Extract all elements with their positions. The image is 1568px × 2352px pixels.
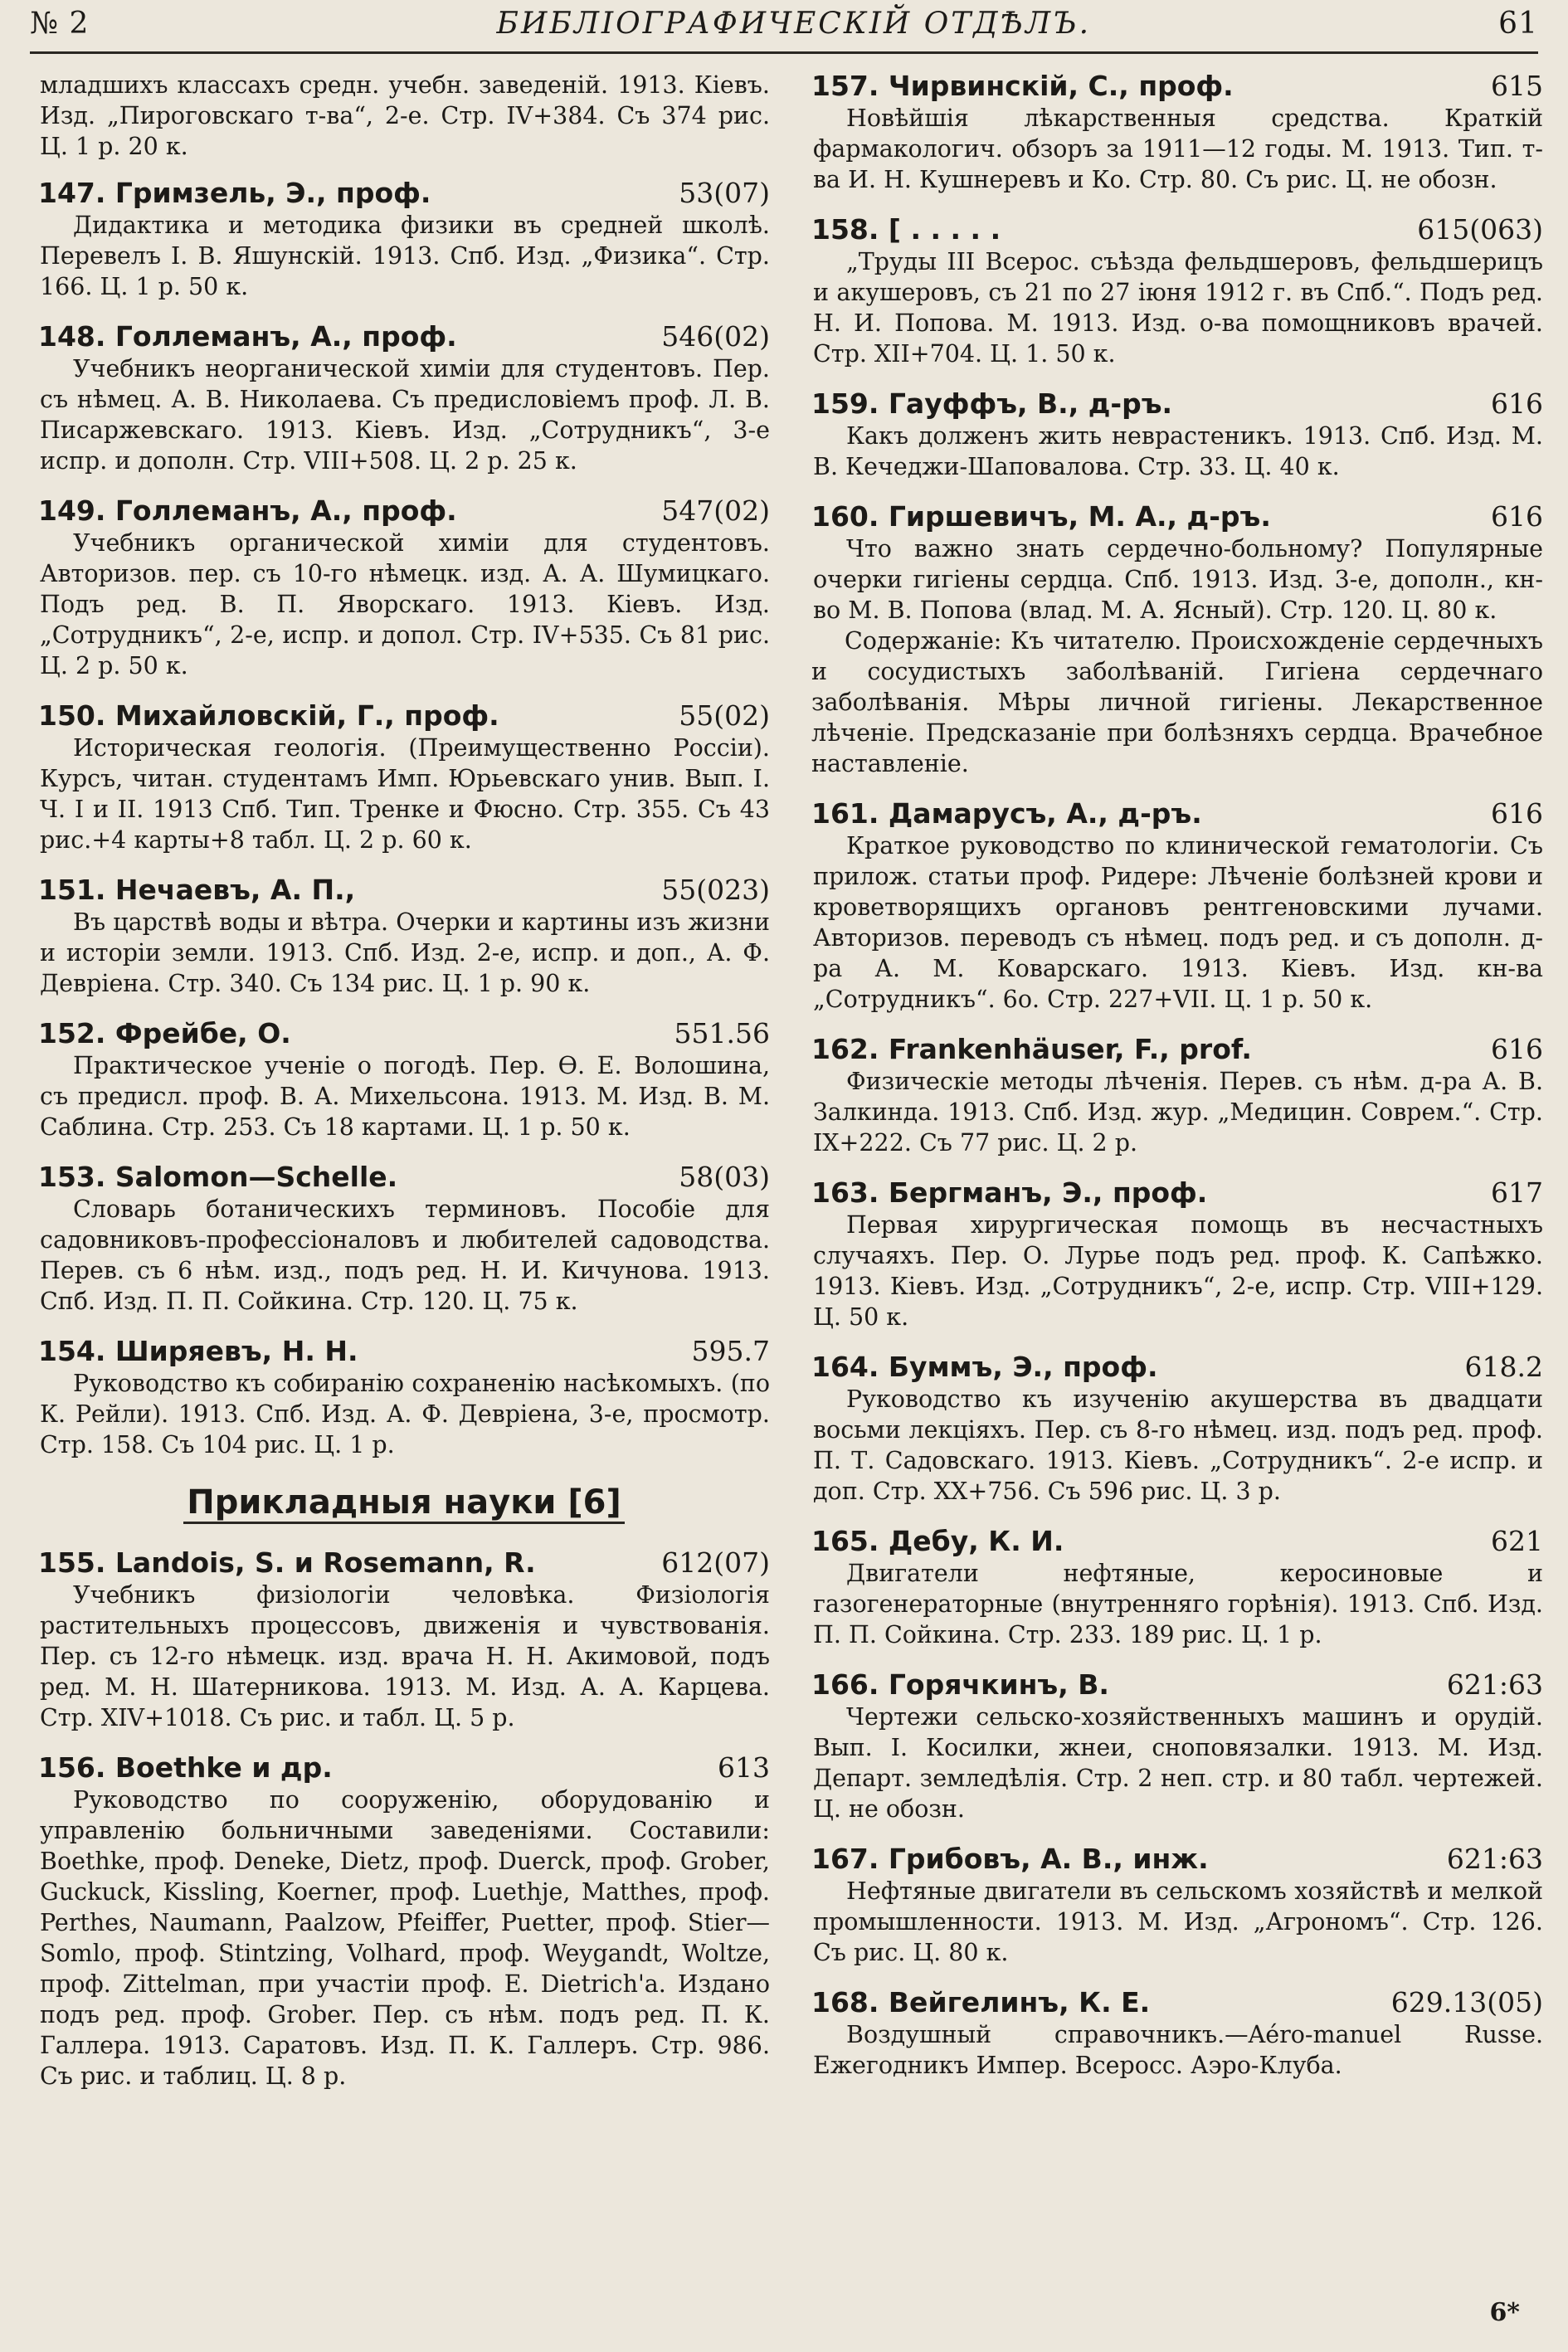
- entry-class-code: 616: [1491, 797, 1543, 830]
- entry-heading: [811, 1525, 1543, 1558]
- bibliography-entry: [811, 213, 1543, 369]
- entry-author: 150. Михайловскій, Г., проф.: [38, 699, 499, 732]
- entry-class-code: 547(02): [661, 494, 770, 527]
- entry-author: 158. [ . . . . .: [811, 213, 1001, 246]
- entry-author: 162. Frankenhäuser, F., prof.: [811, 1033, 1252, 1065]
- entry-author: 165. Дебу, К. И.: [811, 1525, 1064, 1557]
- bibliography-entry: [38, 1161, 770, 1317]
- entry-description: Новѣйшія лѣкарственныя средства. Краткій фармакологич. обзоръ за 1911—12 годы. М. 1913. Тип. т-ва И. Н. Кушнеревъ и Ко. Стр. 80. Съ рис. Ц. не обозн.: [813, 105, 1543, 193]
- entry-class-code: 621:63: [1446, 1843, 1543, 1875]
- entry-class-code: 546(02): [661, 320, 770, 353]
- entry-heading: [38, 1161, 770, 1194]
- entry-description: Первая хирургическая помощь въ несчастныхъ случаяхъ. Пер. О. Лурье подъ ред. проф. К. Сапѣжко. 1913. Кіевъ. Изд. „Сотрудникъ“, 2-е, испр. Стр. VIII+129. Ц. 50 к.: [813, 1211, 1543, 1331]
- entry-author: 153. Salomon—Schelle.: [38, 1161, 398, 1193]
- entry-class-code: 616: [1491, 387, 1543, 420]
- entry-description: Физическіе методы лѣченія. Перев. съ нѣм. д-ра А. В. Залкинда. 1913. Спб. Изд. жур. „Медицин. Соврем.“. Стр. IX+222. Съ 77 рис. Ц. 2 р.: [813, 1068, 1543, 1157]
- bibliography-entry: [811, 500, 1543, 779]
- bibliography-entry: [38, 320, 770, 476]
- entry-heading: [811, 1843, 1543, 1876]
- entry-heading: [38, 177, 770, 210]
- entry-heading: [811, 797, 1543, 830]
- entry-description: Учебникъ физіологіи человѣка. Физіологія растительныхъ процессовъ, движенія и чувствованія. Пер. съ 12-го нѣмецк. изд. врача Н. Н. Акимовой, подъ ред. М. Н. Шатерникова. 1913. М. Изд. А. А. Карцева. Стр. XIV+1018. Съ рис. и табл. Ц. 5 р.: [40, 1581, 770, 1731]
- right-column: [811, 70, 1543, 2099]
- entry-author: 168. Вейгелинъ, К. Е.: [811, 1986, 1151, 2018]
- entry-author: 164. Буммъ, Э., проф.: [811, 1351, 1158, 1383]
- entry-heading: [38, 699, 770, 733]
- page-header: [30, 0, 1538, 46]
- entry-heading: [811, 1668, 1543, 1702]
- entry-description: Нефтяные двигатели въ сельскомъ хозяйствѣ и мелкой промышленности. 1913. М. Изд. „Агрономъ“. Стр. 126. Съ рис. Ц. 80 к.: [813, 1877, 1543, 1966]
- bibliography-entry: [38, 699, 770, 855]
- entry-class-code: 618.2: [1464, 1351, 1543, 1383]
- entry-author: 157. Чирвинскій, С., проф.: [811, 70, 1234, 102]
- section-heading: БИБЛІОГРАФИЧЕСКІЙ ОТДѢЛЪ.: [496, 6, 1092, 41]
- entry-description: Словарь ботаническихъ терминовъ. Пособіе для садовниковъ-профессіоналовъ и любителей садоводства. Перев. съ 6 нѣм. изд., подъ ред. Н. И. Кичунова. 1913. Спб. Изд. П. П. Сойкина. Стр. 120. Ц. 75 к.: [40, 1195, 770, 1315]
- bibliography-entry: [811, 1525, 1543, 1650]
- entry-description: Руководство къ изученію акушерства въ двадцати восьми лекціяхъ. Пер. съ 8-го нѣмец. изд. подъ ред. проф. П. Т. Садовскаго. 1913. Кіевъ. „Сотрудникъ“. 2-е испр. и доп. Стр. XX+756. Съ 596 рис. Ц. 3 р.: [813, 1385, 1543, 1505]
- entry-author: 155. Landois, S. и Rosemann, R.: [38, 1546, 536, 1579]
- entry-class-code: 621:63: [1446, 1668, 1543, 1701]
- entry-class-code: 613: [718, 1751, 770, 1784]
- bibliography-entry: [38, 874, 770, 999]
- entry-description: „Труды III Всерос. съѣзда фельдшеровъ, фельдшерицъ и акушеровъ, съ 21 по 27 іюня 1912 г. въ Спб.“. Подъ ред. Н. И. Попова. М. 1913. Изд. о-ва помощниковъ врачей. Стр. XII+704. Ц. 1. 50 к.: [813, 248, 1543, 368]
- entry-description: Воздушный справочникъ.—Aéro-manuel Russe. Ежегодникъ Импер. Всеросс. Аэро-Клуба.: [813, 2021, 1543, 2079]
- entry-author: 149. Голлеманъ, А., проф.: [38, 494, 457, 527]
- entry-author: 167. Грибовъ, А. В., инж.: [811, 1843, 1209, 1875]
- entry-description: Краткое руководство по клинической гематологіи. Съ прилож. статьи проф. Ридере: Лѣченіе болѣзней крови и кроветворящихъ органовъ рентгеновскими лучами. Авторизов. переводъ съ нѣмец. подъ ред. и съ дополн. д-ра А. М. Коварскаго. 1913. Кіевъ. Изд. кн-ва „Сотрудникъ“. 6о. Стр. 227+VII. Ц. 1 р. 50 к.: [813, 832, 1543, 1013]
- entry-heading: [811, 1351, 1543, 1384]
- entry-heading: [38, 874, 770, 907]
- entry-author: 161. Дамарусъ, А., д-ръ.: [811, 797, 1202, 830]
- bibliography-entry: [811, 387, 1543, 482]
- entry-description: Дидактика и методика физики въ средней школѣ. Перевелъ І. В. Яшунскій. 1913. Спб. Изд. „Физика“. Стр. 166. Ц. 1 р. 50 к.: [40, 212, 770, 300]
- entry-heading: [811, 1986, 1543, 2019]
- entry-author: 151. Нечаевъ, А. П.,: [38, 874, 356, 906]
- entry-class-code: 55(023): [661, 874, 770, 906]
- entry-class-code: 616: [1491, 1033, 1543, 1065]
- entry-author: 166. Горячкинъ, В.: [811, 1668, 1109, 1701]
- left-column: [38, 70, 770, 2110]
- bibliography-entry: [811, 70, 1543, 195]
- bibliography-entry: [811, 1668, 1543, 1824]
- entry-heading: [811, 213, 1543, 246]
- bibliography-entry: [811, 1033, 1543, 1158]
- signature-mark: 6*: [1489, 2298, 1520, 2327]
- entry-author: 148. Голлеманъ, А., проф.: [38, 320, 457, 353]
- bibliography-entry: [811, 1351, 1543, 1507]
- entry-description: Учебникъ органической химіи для студентовъ. Авторизов. пер. съ 10-го нѣмецк. изд. А. А. Шумицкаго. Подъ ред. В. П. Яворскаго. 1913. Кіевъ. Изд. „Сотрудникъ“, 2-е, испр. и допол. Стр. IV+535. Съ 81 рис. Ц. 2 р. 50 к.: [40, 529, 770, 679]
- entry-heading: [811, 387, 1543, 421]
- bibliography-entry: [811, 797, 1543, 1015]
- entry-heading: [38, 1335, 770, 1368]
- entry-heading: [38, 1017, 770, 1050]
- entry-author: 160. Гиршевичъ, М. А., д-ръ.: [811, 500, 1271, 533]
- entry-description: Практическое ученіе о погодѣ. Пер. Ѳ. Е. Волошина, съ предисл. проф. В. А. Михельсона. 1913. М. Изд. В. М. Саблина. Стр. 253. Съ 18 картами. Ц. 1 р. 50 к.: [40, 1052, 770, 1141]
- entry-heading: [811, 70, 1543, 103]
- entry-description: Чертежи сельско-хозяйственныхъ машинъ и орудій. Вып. І. Косилки, жнеи, сноповязалки. 1913. М. Изд. Департ. земледѣлія. Стр. 2 неп. стр. и 80 табл. чертежей. Ц. не обозн.: [813, 1703, 1543, 1823]
- bibliography-entry: [38, 177, 770, 302]
- entry-author: 154. Ширяевъ, Н. Н.: [38, 1335, 358, 1367]
- entry-description: Какъ долженъ жить неврастеникъ. 1913. Спб. Изд. М. В. Кечеджи-Шаповалова. Стр. 33. Ц. 40 к.: [813, 422, 1543, 480]
- entry-class-code: 551.56: [674, 1017, 770, 1049]
- continued-text: младшихъ классахъ средн. учебн. заведеній. 1913. Кіевъ. Изд. „Пироговскаго т-ва“, 2-е. Стр. IV+384. Съ 374 рис. Ц. 1 р. 20 к.: [40, 71, 770, 160]
- entry-author: 152. Фрейбе, О.: [38, 1017, 291, 1049]
- entry-class-code: 595.7: [691, 1335, 770, 1367]
- entry-class-code: 621: [1491, 1525, 1543, 1557]
- entry-contents: Содержаніе: Къ читателю. Происхожденіе сердечныхъ и сосудистыхъ заболѣваній. Гигіена сердечнаго заболѣванія. Мѣры личной гигіены. Лекарственное лѣченіе. Предсказаніе при болѣзняхъ сердца. Врачебное наставленіе.: [811, 627, 1543, 777]
- entry-heading: [38, 320, 770, 353]
- page-number: 61: [1498, 6, 1538, 41]
- entry-class-code: 616: [1491, 500, 1543, 533]
- entry-author: 147. Гримзель, Э., проф.: [38, 177, 431, 209]
- entry-description: Двигатели нефтяные, керосиновые и газогенераторные (внутренняго горѣнія). 1913. Спб. Изд. П. П. Сойкина. Стр. 233. 189 рис. Ц. 1 р.: [813, 1560, 1543, 1648]
- bibliography-entry: [811, 1986, 1543, 2081]
- entry-heading: [811, 500, 1543, 533]
- bibliography-entry: [38, 494, 770, 681]
- issue-number: № 2: [30, 6, 90, 41]
- entry-description: Руководство по сооруженію, оборудованію и управленію больничными заведеніями. Составили: Boethke, проф. Deneke, Dietz, проф. Duerck, проф. Grober, Guckuck, Kissling, Koerner, проф. Luethje, Matthes, проф. Perthes, Naumann, Paalzow, Pfeiffer, Puetter, проф. Stier—Somlo, проф. Stintzing, Volhard, проф. Weygandt, Woltze, проф. Zittelman, при участіи проф. E. Dietrich'a. Издано подъ ред. проф. Grober. Пер. съ нѣм. подъ ред. П. К. Галлера. 1913. Саратовъ. Изд. П. К. Галлеръ. Стр. 986. Съ рис. и таблиц. Ц. 8 р.: [40, 1786, 770, 2090]
- section-title: Прикладныя науки [6]: [38, 1483, 770, 1522]
- bibliography-entry: [811, 1176, 1543, 1332]
- entry-description: Учебникъ неорганической химіи для студентовъ. Пер. съ нѣмец. А. В. Николаева. Съ предисловіемъ проф. Л. В. Писаржевскаго. 1913. Кіевъ. Изд. „Сотрудникъ“, 3-е испр. и дополн. Стр. VIII+508. Ц. 2 р. 25 к.: [40, 355, 770, 475]
- entry-class-code: 615(063): [1417, 213, 1543, 246]
- entry-list: [38, 177, 770, 1460]
- entry-author: 159. Гауффъ, В., д-ръ.: [811, 387, 1173, 420]
- bibliography-entry: [38, 1546, 770, 1733]
- entry-class-code: 55(02): [679, 699, 770, 732]
- entry-list: [811, 70, 1543, 2081]
- entry-description: Руководство къ собиранію сохраненію насѣкомыхъ. (по К. Рейли). 1913. Спб. Изд. А. Ф. Девріена, 3-е, просмотр. Стр. 158. Съ 104 рис. Ц. 1 р.: [40, 1370, 770, 1458]
- entry-heading: [38, 1751, 770, 1785]
- entry-class-code: 612(07): [661, 1546, 770, 1579]
- entry-heading: [811, 1033, 1543, 1066]
- entry-class-code: 58(03): [679, 1161, 770, 1193]
- bibliography-entry: [38, 1017, 770, 1142]
- entry-class-code: 617: [1491, 1176, 1543, 1209]
- entry-description: Что важно знать сердечно-больному? Популярные очерки гигіены сердца. Спб. 1913. Изд. 3-е, дополн., кн-во М. В. Попова (влад. М. А. Ясный). Стр. 120. Ц. 80 к.: [813, 535, 1543, 624]
- entry-class-code: 629.13(05): [1390, 1986, 1543, 2018]
- entry-author: 163. Бергманъ, Э., проф.: [811, 1176, 1208, 1209]
- bibliography-entry: [38, 1751, 770, 2091]
- entry-list: [38, 1546, 770, 2091]
- bibliography-entry: [38, 1335, 770, 1460]
- entry-author: 156. Boethke и др.: [38, 1751, 333, 1784]
- entry-class-code: 615: [1491, 70, 1543, 102]
- entry-heading: [811, 1176, 1543, 1210]
- bibliography-entry: [811, 1843, 1543, 1968]
- entry-description: Въ царствѣ воды и вѣтра. Очерки и картины изъ жизни и исторіи земли. 1913. Спб. Изд. 2-е, испр. и доп., А. Ф. Девріена. Стр. 340. Съ 134 рис. Ц. 1 р. 90 к.: [40, 908, 770, 997]
- entry-heading: [38, 494, 770, 528]
- entry-heading: [38, 1546, 770, 1580]
- entry-description: Историческая геологія. (Преимущественно Россіи). Курсъ, читан. студентамъ Имп. Юрьевскаго унив. Вып. І. Ч. І и II. 1913 Спб. Тип. Тренке и Фюсно. Стр. 355. Съ 43 рис.+4 карты+8 табл. Ц. 2 р. 60 к.: [40, 734, 770, 854]
- header-rule: [30, 51, 1538, 54]
- entry-class-code: 53(07): [679, 177, 770, 209]
